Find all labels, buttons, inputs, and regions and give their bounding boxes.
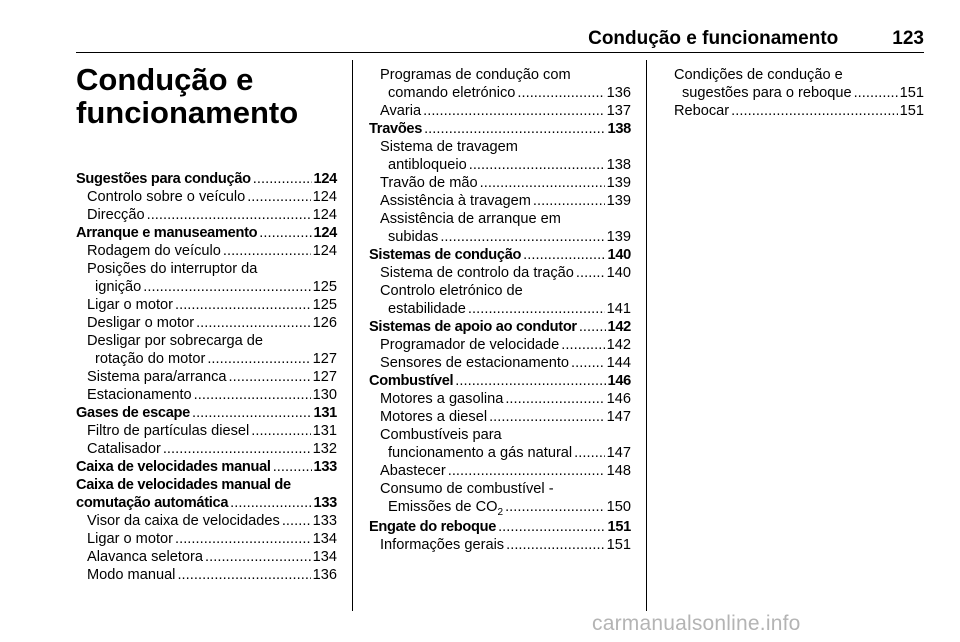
toc-section-title: Travões [369,121,423,137]
leader-dots [505,390,604,408]
toc-page: 139 [606,193,631,209]
toc-entry[interactable] [663,102,924,120]
toc-entry[interactable] [76,548,337,566]
toc-entry[interactable] [369,156,631,174]
toc-section-title-line: Caixa de velocidades manual de [76,477,291,493]
toc-entry[interactable] [369,408,631,426]
toc-entry[interactable] [369,444,631,462]
toc-entry[interactable] [369,228,631,246]
toc-entry-title: sugestões para o reboque [682,85,852,101]
toc-section[interactable] [369,318,631,336]
toc-entry-title: Abastecer [380,463,446,479]
toc-entry-title: Visor da caixa de velocidades [87,513,280,529]
toc-entry-title: Motores a gasolina [380,391,504,407]
toc-page: 140 [606,265,631,281]
leader-dots [251,422,310,440]
header-rule [76,52,924,53]
column-divider-2 [646,60,647,611]
leader-dots [480,174,605,192]
toc-entry-title [388,498,503,518]
toc-entry-title: Alavanca seletora [87,549,204,565]
leader-dots [247,188,310,206]
toc-entry[interactable] [76,296,337,314]
toc-entry-title: Sistema de controlo da tração [380,265,574,281]
leader-dots [207,350,310,368]
leader-dots [147,206,311,224]
toc-entry[interactable] [663,84,924,102]
toc-entry[interactable] [369,192,631,210]
toc-entry[interactable] [369,102,631,120]
running-header-title: Condução e funcionamento [588,28,839,49]
toc-section-title: Arranque e manuseamento [76,225,258,241]
leader-dots [196,314,311,332]
column-divider-1 [352,60,353,611]
toc-column-3 [663,66,924,120]
leader-dots [253,170,312,188]
toc-section[interactable] [76,224,337,242]
toc-entry[interactable] [76,440,337,458]
leader-dots [854,84,898,102]
toc-section[interactable] [76,458,337,476]
leader-dots [574,444,604,462]
toc-page: 146 [607,373,631,389]
toc-page: 151 [899,85,924,101]
toc-entry[interactable] [76,242,337,260]
toc-entry-title-line: Combustíveis para [380,427,502,443]
leader-dots [424,120,605,138]
page-number: 123 [892,28,924,49]
toc-section-title: Gases de escape [76,405,190,421]
toc-entry-title-line: Programas de condução com [380,67,571,83]
toc-page: 140 [607,247,631,263]
toc-page: 151 [899,103,924,119]
toc-page: 138 [607,121,631,137]
toc-entry[interactable] [76,206,337,224]
running-header [76,28,924,52]
toc-page: 124 [312,243,337,259]
toc-column-1 [76,170,337,584]
leader-dots [731,102,897,120]
toc-entry-title: Ligar o motor [87,531,173,547]
toc-entry[interactable] [76,350,337,368]
leader-dots [423,102,605,120]
toc-page: 147 [606,445,631,461]
toc-page: 139 [606,229,631,245]
leader-dots [576,264,605,282]
toc-page: 144 [606,355,631,371]
toc-page: 137 [606,103,631,119]
chapter-title-line-2: funcionamento [76,95,299,130]
toc-entry-title: funcionamento a gás natural [388,445,573,461]
leader-dots [192,404,312,422]
leader-dots [163,440,311,458]
leader-dots [469,156,605,174]
toc-entry-title: Informações gerais [380,537,505,553]
toc-entry-title: antibloqueio [388,157,467,173]
leader-dots [517,84,604,102]
leader-dots [229,368,311,386]
leader-dots [579,318,606,336]
toc-section-title: comutação automática [76,495,229,511]
toc-entry-title: Programador de velocidade [380,337,560,353]
toc-entry-title: rotação do motor [95,351,206,367]
toc-entry-title-line: Assistência de arranque em [380,211,561,227]
leader-dots [523,246,605,264]
toc-page: 136 [312,567,337,583]
toc-page: 142 [607,319,631,335]
toc-entry-title-line: Sistema de travagem [380,139,518,155]
toc-entry-title-line: Controlo eletrónico de [380,283,523,299]
toc-page: 127 [312,369,337,385]
toc-page: 127 [312,351,337,367]
toc-page: 125 [312,279,337,295]
toc-page: 131 [312,423,337,439]
leader-dots [561,336,604,354]
toc-section-title: Sistemas de condução [369,247,522,263]
toc-entry[interactable] [369,462,631,480]
toc-page: 124 [313,171,337,187]
toc-entry[interactable] [369,84,631,102]
toc-page: 133 [313,495,337,511]
toc-entry-title: Controlo sobre o veículo [87,189,246,205]
toc-entry-title: Ligar o motor [87,297,173,313]
toc-page: 124 [313,225,337,241]
leader-dots [230,494,311,512]
toc-entry[interactable] [76,386,337,404]
toc-page: 126 [312,315,337,331]
leader-dots [223,242,311,260]
toc-entry-title: Rodagem do veículo [87,243,221,259]
toc-entry[interactable] [369,264,631,282]
leader-dots [175,530,311,548]
leader-dots [205,548,311,566]
toc-entry[interactable] [76,314,337,332]
leader-dots [468,300,605,318]
toc-entry[interactable] [76,278,337,296]
toc-section-title: Sugestões para condução [76,171,251,187]
leader-dots [282,512,311,530]
toc-page: 151 [606,537,631,553]
leader-dots [143,278,310,296]
toc-entry-title-line: Desligar por sobrecarga de [87,333,264,349]
toc-entry[interactable] [76,512,337,530]
leader-dots [448,462,605,480]
toc-entry-title: subidas [388,229,439,245]
toc-entry-title: Direcção [87,207,145,223]
leader-dots [506,536,605,554]
toc-entry[interactable] [369,390,631,408]
toc-entry[interactable] [369,300,631,318]
toc-page: 132 [312,441,337,457]
toc-entry[interactable] [76,530,337,548]
leader-dots [194,386,311,404]
toc-section[interactable] [369,372,631,390]
toc-entry-title: Modo manual [87,567,176,583]
leader-dots [505,498,605,516]
toc-page: 138 [606,157,631,173]
leader-dots [177,566,310,584]
toc-section-title: Caixa de velocidades manual [76,459,271,475]
leader-dots [440,228,604,246]
toc-entry-title: Sensores de estacionamento [380,355,570,371]
toc-page: 133 [312,513,337,529]
leader-dots [175,296,311,314]
toc-section[interactable] [369,246,631,264]
toc-entry-title: Travão de mão [380,175,478,191]
toc-page: 134 [312,549,337,565]
toc-entry-title: Catalisador [87,441,161,457]
toc-page: 131 [313,405,337,421]
toc-entry-title-text: Emissões de CO [388,499,498,515]
leader-dots [489,408,605,426]
toc-page: 134 [312,531,337,547]
watermark: carmanualsonline.info [592,612,801,635]
chapter-title [76,63,298,129]
toc-entry[interactable] [369,354,631,372]
toc-entry-title: comando eletrónico [388,85,516,101]
toc-entry[interactable] [369,536,631,554]
leader-dots [571,354,605,372]
toc-page: 147 [606,409,631,425]
toc-entry[interactable] [369,498,631,518]
toc-entry-title: Assistência à travagem [380,193,531,209]
toc-entry-title: Desligar o motor [87,315,195,331]
toc-page: 142 [606,337,631,353]
toc-section[interactable] [369,120,631,138]
toc-entry[interactable] [76,566,337,584]
leader-dots [533,192,605,210]
toc-entry-title: Filtro de partículas diesel [87,423,250,439]
leader-dots [273,458,312,476]
toc-page: 141 [606,301,631,317]
chapter-title-line-1: Condução e [76,62,254,97]
toc-page: 150 [606,499,631,515]
toc-page: 130 [312,387,337,403]
toc-entry-title: Rebocar [674,103,730,119]
toc-entry-title: Estacionamento [87,387,192,403]
toc-page: 148 [606,463,631,479]
toc-entry-title: estabilidade [388,301,466,317]
toc-entry[interactable] [76,188,337,206]
toc-entry[interactable] [76,368,337,386]
toc-entry-title-line: Condições de condução e [674,67,843,83]
toc-section-title: Engate do reboque [369,519,497,535]
toc-entry-title: Avaria [380,103,422,119]
toc-page: 124 [312,189,337,205]
toc-entry-title: Sistema para/arranca [87,369,227,385]
toc-page: 133 [313,459,337,475]
toc-page: 146 [606,391,631,407]
toc-page: 139 [606,175,631,191]
toc-section[interactable] [76,404,337,422]
toc-page: 124 [312,207,337,223]
leader-dots [498,518,605,536]
leader-dots [455,372,605,390]
toc-entry-title: Motores a diesel [380,409,488,425]
toc-page: 151 [607,519,631,535]
toc-page: 125 [312,297,337,313]
toc-entry[interactable] [369,174,631,192]
toc-section[interactable] [369,518,631,536]
toc-section[interactable] [76,170,337,188]
subscript: 2 [497,507,504,518]
toc-entry-title: ignição [95,279,142,295]
toc-page: 136 [606,85,631,101]
toc-section-title: Sistemas de apoio ao condutor [369,319,577,335]
toc-section-title: Combustível [369,373,454,389]
leader-dots [259,224,311,242]
toc-column-2 [369,66,631,554]
toc-entry[interactable] [369,336,631,354]
toc-entry-title-line: Posições do interruptor da [87,261,258,277]
toc-entry[interactable] [76,422,337,440]
toc-entry-title-line: Consumo de combustível - [380,481,554,497]
toc-section[interactable] [76,494,337,512]
